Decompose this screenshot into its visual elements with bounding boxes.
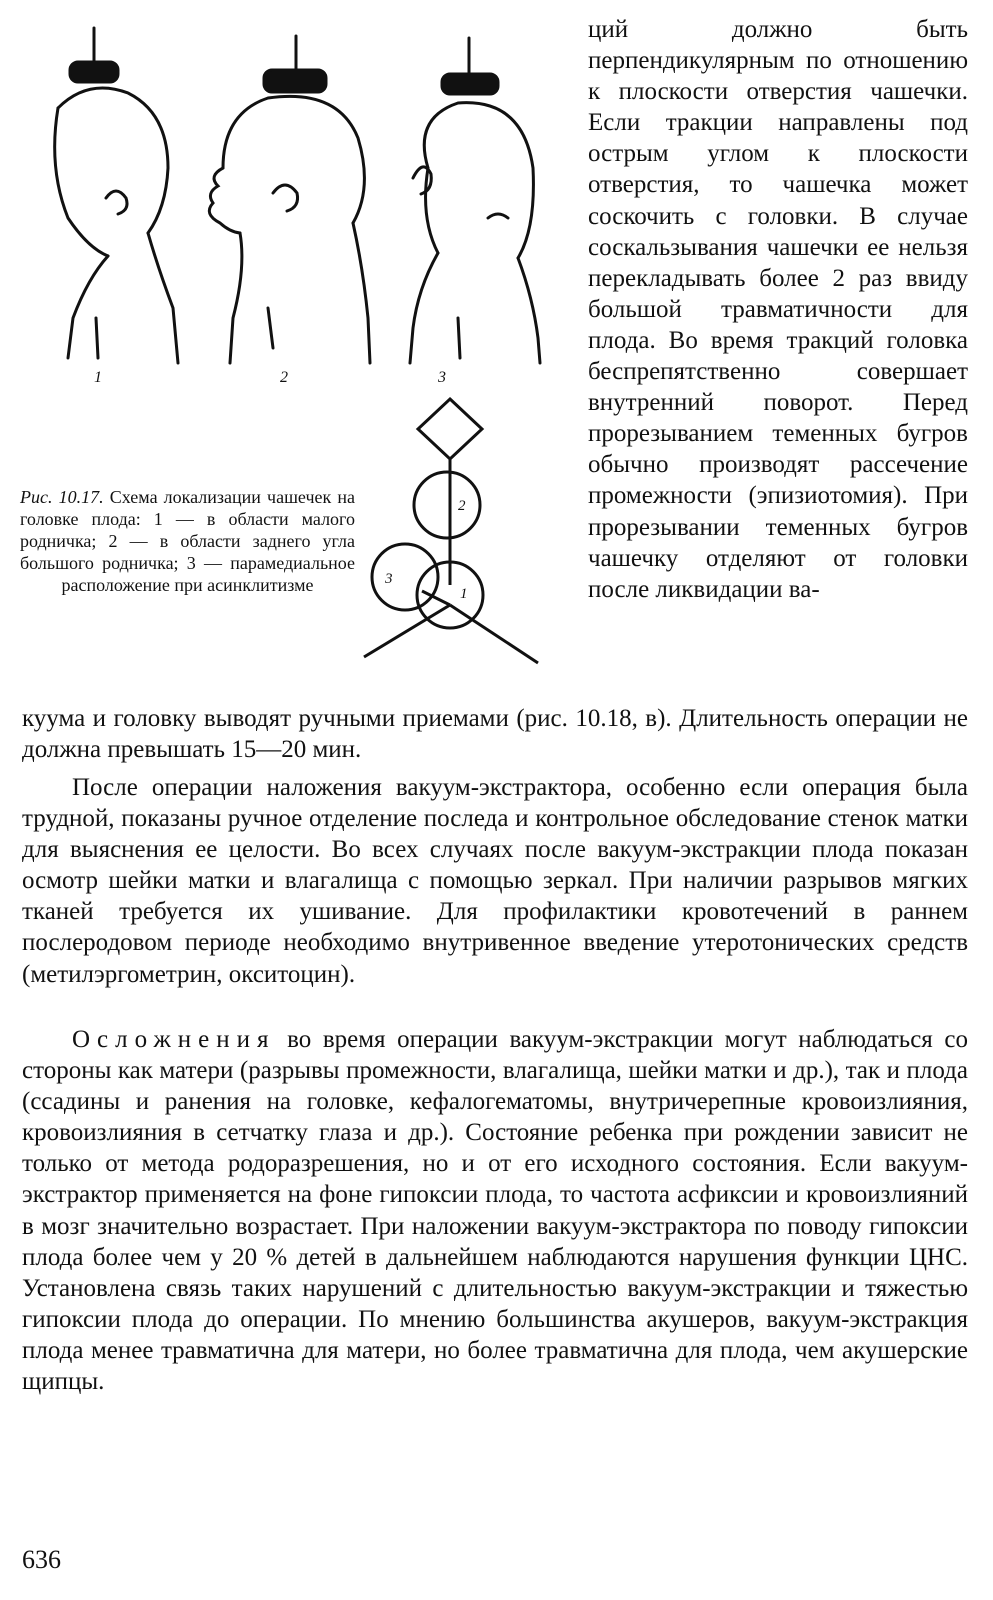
scheme-label-3: 3 bbox=[385, 571, 393, 587]
head-label-1: 1 bbox=[94, 369, 102, 386]
scheme-circle-3 bbox=[372, 544, 438, 610]
body-text-right-column: ций должно быть перпендикулярным по отношению к плоскости отверстия чашечки. Если тракции направлены под острым углом к плоскости отверстия, то чашечка может соскочить с головки. В случае соскальзывания чашечки ее нельзя перекладывать более 2 раз ввиду большой травматичности для плода. Во время тракций головка беспрепятственно совершает внутренний поворот. Перед прорезыванием теменных бугров обычно производят рассечение промежности (эпизиотомия). При прорезывании теменных бугров чашечку отделяют от головки после ликвидации ва- bbox=[588, 16, 968, 603]
body-paragraph-continuation: куума и головку выводят ручными приемами (рис. 10.18, в). Длительность операции не должна превышать 15—20 мин. bbox=[22, 705, 968, 764]
scheme-diamond bbox=[418, 399, 482, 459]
page-number: 636 bbox=[22, 1545, 61, 1574]
body-paragraph-3 bbox=[22, 1024, 968, 1397]
scheme-label-1: 1 bbox=[460, 586, 468, 602]
figure-caption-label: Рис. 10.17. bbox=[20, 487, 104, 507]
paragraph-3-text: во время операции вакуум-экстракции могут наблюдаться со стороны как матери (разрывы промежности, влагалища, шейки матки и др.), так и плода (ссадины и ранения на головке, кефалогематомы, внутричерепные кровоизлияния, кровоизлияния в сетчатку глаза и др.). Состояние ребенка при рождении зависит не только от метода родоразрешения, но и от его исходного состояния. Если вакуум-экстрактор применяется на фоне гипоксии плода, то частота асфиксии и кровоизлияний в мозг значительно возрастает. При наложении вакуум-экстрактора по поводу гипоксии плода более чем у 20 % детей в дальнейшем наблюдаются нарушения функции ЦНС. Установлена связь таких нарушений с длительностью вакуум-экстракции и тяжестью гипоксии плода до операции. По мнению большинства акушеров, вакуум-экстракция плода менее травматична для матери, но более травматична для плода, чем акушерские щипцы. bbox=[22, 1026, 968, 1396]
figure-head-illustrations bbox=[18, 18, 578, 388]
figure-cup-location-scheme bbox=[360, 395, 560, 675]
body-paragraph-2: После операции наложения вакуум-экстрактора, особенно если операция была трудной, показаны ручное отделение последа и контрольное обследование стенок матки для выяснения ее целости. Во всех случаях после вакуум-экстракции плода показан осмотр шейки матки и влагалища с помощью зеркал. При наличии разрывов мягких тканей требуется их ушивание. Для профилактики кровотечений в раннем послеродовом периоде необходимо внутривенное введение утеротонических средств (метилэргометрин, окситоцин). bbox=[22, 774, 968, 988]
head-label-2: 2 bbox=[280, 369, 288, 386]
head-illustration-3 bbox=[410, 38, 540, 363]
figure-caption-text: Схема локализации чашечек на головке плода: 1 — в области малого родничка; 2 — в области заднего угла большого родничка; 3 — парамедиальное расположение при асинклитизме bbox=[20, 487, 356, 595]
head-illustration-1 bbox=[55, 28, 178, 363]
head-label-3: 3 bbox=[438, 369, 446, 386]
scheme-label-2: 2 bbox=[458, 498, 466, 514]
figure-caption bbox=[20, 486, 355, 596]
head-illustration-2 bbox=[209, 36, 370, 363]
scheme-circle-2 bbox=[414, 472, 480, 538]
spaced-heading-word: Осложнения bbox=[72, 1026, 276, 1053]
